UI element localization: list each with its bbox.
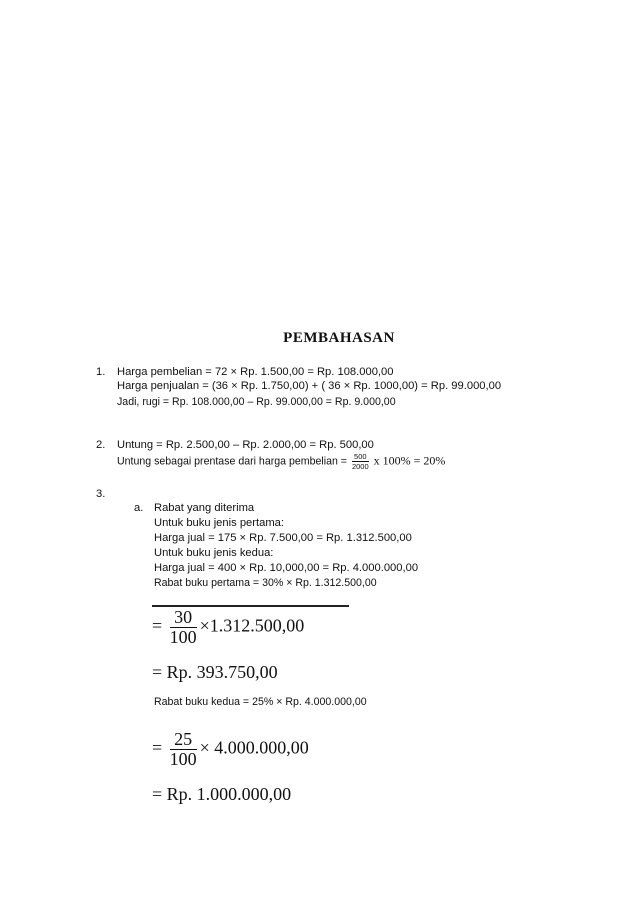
q2-fraction-denominator: 2000 — [351, 462, 369, 471]
q1-line-purchase: Harga pembelian = 72 × Rp. 1.500,00 = Rp. 108.000,00 — [117, 366, 394, 378]
calc1-fraction — [170, 608, 197, 647]
q1-line-sale: Harga penjualan = (36 × Rp. 1.750,00) + ( 36 × Rp. 1000,00) = Rp. 99.000,00 — [117, 380, 502, 392]
q2-percentage-label: Untung sebagai prentase dari harga pembelian = — [117, 455, 347, 468]
q3-item-a-title: Rabat yang diterima — [154, 502, 255, 514]
calc1-numerator: 30 — [170, 608, 197, 628]
calc2-numerator: 25 — [170, 730, 197, 750]
q3-line-discount1: Rabat buku pertama = 30% × Rp. 1.312.500,00 — [154, 577, 377, 589]
q3-item-a-label: a. — [134, 502, 144, 514]
calc2-fraction — [170, 730, 197, 769]
calc1-result: = Rp. 393.750,00 — [152, 662, 278, 682]
q3-line-book2-heading: Untuk buku jenis kedua: — [154, 547, 274, 559]
q2-percentage-result: x 100% = 20% — [373, 453, 446, 468]
calc2-expression — [152, 730, 309, 769]
calc2-denominator: 100 — [169, 749, 197, 769]
calc1-multiplier: ×1.312.500,00 — [199, 615, 305, 636]
q3-line-book2-price: Harga jual = 400 × Rp. 10,000,00 = Rp. 4.000.000,00 — [154, 562, 419, 574]
calc2-multiplier: × 4.000.000,00 — [199, 737, 309, 758]
calc1-expression — [152, 608, 304, 647]
q2-fraction-numerator: 500 — [352, 452, 369, 462]
q2-line-percentage — [117, 452, 445, 471]
q1-number: 1. — [96, 366, 106, 378]
q3-line-book1-price: Harga jual = 175 × Rp. 7.500,00 = Rp. 1.312.500,00 — [154, 532, 412, 544]
calc1-equals: = — [152, 615, 163, 636]
q2-line-profit: Untung = Rp. 2.500,00 – Rp. 2.000,00 = Rp. 500,00 — [117, 439, 374, 451]
q2-number: 2. — [96, 439, 106, 451]
q2-fraction — [352, 452, 369, 471]
q3-line-book1-heading: Untuk buku jenis pertama: — [154, 517, 284, 529]
q3-line-discount2: Rabat buku kedua = 25% × Rp. 4.000.000,00 — [154, 696, 367, 708]
calc1-denominator: 100 — [169, 627, 197, 647]
q3-number: 3. — [96, 488, 106, 500]
q1-line-loss: Jadi, rugi = Rp. 108.000,00 – Rp. 99.000,00 = Rp. 9.000,00 — [117, 396, 396, 408]
calc2-equals: = — [152, 737, 163, 758]
calc2-result: = Rp. 1.000.000,00 — [152, 784, 292, 804]
page-title: PEMBAHASAN — [283, 330, 395, 346]
